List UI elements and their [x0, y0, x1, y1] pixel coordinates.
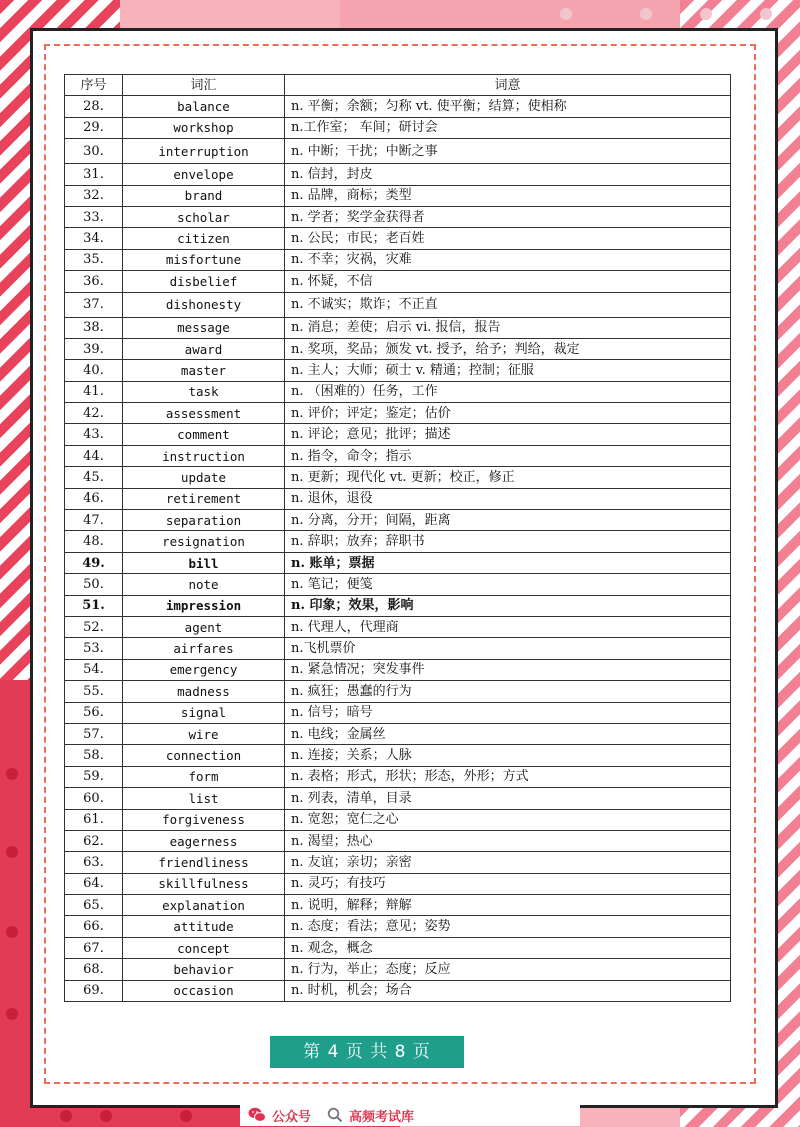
- row-meaning: n. 公民；市民；老百姓: [285, 228, 731, 249]
- table-row: [65, 271, 731, 292]
- table-row: [65, 659, 731, 680]
- table-row: [65, 574, 731, 595]
- row-word: scholar: [123, 206, 285, 227]
- footer-search[interactable]: [319, 1106, 422, 1125]
- row-number: 66.: [65, 916, 123, 937]
- row-word: task: [123, 381, 285, 402]
- row-word: occasion: [123, 980, 285, 1001]
- row-meaning: n. 品牌，商标；类型: [285, 185, 731, 206]
- row-meaning: n. 指令，命令；指示: [285, 445, 731, 466]
- table-row: [65, 249, 731, 270]
- row-word: bill: [123, 552, 285, 573]
- row-number: 52.: [65, 616, 123, 637]
- row-meaning: n. 渴望；热心: [285, 830, 731, 851]
- row-word: attitude: [123, 916, 285, 937]
- table-body: [65, 96, 731, 1002]
- row-meaning: n. 信号；暗号: [285, 702, 731, 723]
- row-meaning: n. 列表，清单，目录: [285, 788, 731, 809]
- header-meaning: 词意: [285, 75, 731, 96]
- row-number: 42.: [65, 403, 123, 424]
- background-dot: [700, 8, 712, 20]
- row-number: 40.: [65, 360, 123, 381]
- row-meaning: n. 友谊；亲切；亲密: [285, 852, 731, 873]
- row-meaning: n. 分离，分开；间隔，距离: [285, 510, 731, 531]
- row-number: 28.: [65, 96, 123, 117]
- table-row: [65, 766, 731, 787]
- row-word: form: [123, 766, 285, 787]
- row-word: forgiveness: [123, 809, 285, 830]
- row-word: list: [123, 788, 285, 809]
- table-row: [65, 702, 731, 723]
- table-row: [65, 360, 731, 381]
- row-number: 45.: [65, 467, 123, 488]
- row-word: friendliness: [123, 852, 285, 873]
- row-meaning: n. 观念，概念: [285, 937, 731, 958]
- row-word: update: [123, 467, 285, 488]
- row-meaning: n. 退休，退役: [285, 488, 731, 509]
- row-word: explanation: [123, 895, 285, 916]
- row-word: workshop: [123, 117, 285, 138]
- row-meaning: n. 笔记；便笺: [285, 574, 731, 595]
- row-number: 32.: [65, 185, 123, 206]
- table-row: [65, 788, 731, 809]
- table-row: [65, 916, 731, 937]
- row-word: agent: [123, 616, 285, 637]
- footer-search-label: 高频考试库: [349, 1109, 415, 1125]
- row-number: 65.: [65, 895, 123, 916]
- table-row: [65, 488, 731, 509]
- row-number: 41.: [65, 381, 123, 402]
- row-word: airfares: [123, 638, 285, 659]
- row-number: 31.: [65, 164, 123, 185]
- background-dot: [6, 768, 18, 780]
- row-meaning: n. 不诚实；欺诈；不正直: [285, 292, 731, 317]
- header-word: 词汇: [123, 75, 285, 96]
- background-dot: [6, 846, 18, 858]
- row-word: resignation: [123, 531, 285, 552]
- table-row: [65, 830, 731, 851]
- row-word: award: [123, 338, 285, 359]
- table-row: [65, 552, 731, 573]
- row-meaning: n. 连接；关系；人脉: [285, 745, 731, 766]
- row-number: 62.: [65, 830, 123, 851]
- table-row: [65, 638, 731, 659]
- row-number: 44.: [65, 445, 123, 466]
- background-dot: [6, 1008, 18, 1020]
- table-row: [65, 723, 731, 744]
- table-row: [65, 206, 731, 227]
- table-row: [65, 317, 731, 338]
- table-row: [65, 937, 731, 958]
- table-row: [65, 531, 731, 552]
- background-dot: [560, 8, 572, 20]
- table-row: [65, 292, 731, 317]
- table-row: [65, 467, 731, 488]
- row-number: 30.: [65, 139, 123, 164]
- row-number: 61.: [65, 809, 123, 830]
- table-row: [65, 745, 731, 766]
- row-number: 53.: [65, 638, 123, 659]
- row-number: 49.: [65, 552, 123, 573]
- search-icon: [327, 1107, 343, 1123]
- row-number: 69.: [65, 980, 123, 1001]
- table-row: [65, 185, 731, 206]
- row-word: connection: [123, 745, 285, 766]
- row-word: envelope: [123, 164, 285, 185]
- row-word: citizen: [123, 228, 285, 249]
- table-row: [65, 228, 731, 249]
- row-number: 55.: [65, 681, 123, 702]
- background-dot: [60, 1110, 72, 1122]
- row-number: 56.: [65, 702, 123, 723]
- row-number: 36.: [65, 271, 123, 292]
- table-row: [65, 873, 731, 894]
- background-dot: [180, 1110, 192, 1122]
- row-meaning: n. 电线；金属丝: [285, 723, 731, 744]
- row-meaning: n. 信封，封皮: [285, 164, 731, 185]
- table-header-row: [65, 75, 731, 96]
- row-number: 51.: [65, 595, 123, 616]
- table-row: [65, 510, 731, 531]
- row-number: 67.: [65, 937, 123, 958]
- table-row: [65, 681, 731, 702]
- row-word: master: [123, 360, 285, 381]
- row-meaning: n. 怀疑，不信: [285, 271, 731, 292]
- row-meaning: n. 紧急情况；突发事件: [285, 659, 731, 680]
- row-word: instruction: [123, 445, 285, 466]
- row-meaning: n.飞机票价: [285, 638, 731, 659]
- header-number: 序号: [65, 75, 123, 96]
- background-dot: [760, 8, 772, 20]
- row-number: 60.: [65, 788, 123, 809]
- row-number: 48.: [65, 531, 123, 552]
- row-meaning: n. 不幸；灾祸，灾难: [285, 249, 731, 270]
- table-row: [65, 616, 731, 637]
- table-row: [65, 381, 731, 402]
- table-row: [65, 980, 731, 1001]
- row-word: misfortune: [123, 249, 285, 270]
- row-word: separation: [123, 510, 285, 531]
- table-row: [65, 852, 731, 873]
- footer-wechat-label: 公众号: [272, 1109, 312, 1125]
- row-word: balance: [123, 96, 285, 117]
- row-meaning: n. 代理人，代理商: [285, 616, 731, 637]
- table-row: [65, 895, 731, 916]
- row-meaning: n. 主人；大师；硕士 v. 精通；控制；征服: [285, 360, 731, 381]
- row-meaning: n. 疯狂；愚蠢的行为: [285, 681, 731, 702]
- row-word: note: [123, 574, 285, 595]
- row-word: emergency: [123, 659, 285, 680]
- row-meaning: n. 宽恕；宽仁之心: [285, 809, 731, 830]
- page-indicator: 第 4 页 共 8 页: [270, 1036, 464, 1068]
- background-dot: [640, 8, 652, 20]
- row-number: 54.: [65, 659, 123, 680]
- row-number: 33.: [65, 206, 123, 227]
- wechat-icon: [248, 1107, 266, 1123]
- row-meaning: n. 消息；差使；启示 vi. 报信，报告: [285, 317, 731, 338]
- row-meaning: n. 评价；评定；鉴定；估价: [285, 403, 731, 424]
- row-number: 46.: [65, 488, 123, 509]
- row-word: interruption: [123, 139, 285, 164]
- table-row: [65, 809, 731, 830]
- row-meaning: n. 态度；看法；意见；姿势: [285, 916, 731, 937]
- row-word: eagerness: [123, 830, 285, 851]
- row-word: dishonesty: [123, 292, 285, 317]
- footer-bar: [240, 1104, 580, 1126]
- row-meaning: n. 辞职；放弃；辞职书: [285, 531, 731, 552]
- row-word: retirement: [123, 488, 285, 509]
- row-number: 43.: [65, 424, 123, 445]
- row-meaning: n. 奖项，奖品；颁发 vt. 授予，给予；判给，裁定: [285, 338, 731, 359]
- row-number: 34.: [65, 228, 123, 249]
- row-number: 58.: [65, 745, 123, 766]
- row-number: 37.: [65, 292, 123, 317]
- row-word: message: [123, 317, 285, 338]
- row-number: 47.: [65, 510, 123, 531]
- row-number: 50.: [65, 574, 123, 595]
- table-row: [65, 96, 731, 117]
- row-meaning: n. 行为，举止；态度；反应: [285, 959, 731, 980]
- row-meaning: n. 学者；奖学金获得者: [285, 206, 731, 227]
- row-word: signal: [123, 702, 285, 723]
- table-row: [65, 595, 731, 616]
- row-meaning: n. 说明，解释；辩解: [285, 895, 731, 916]
- row-word: madness: [123, 681, 285, 702]
- row-meaning: n. 印象；效果，影响: [285, 595, 731, 616]
- row-word: impression: [123, 595, 285, 616]
- row-number: 68.: [65, 959, 123, 980]
- table-row: [65, 959, 731, 980]
- table-row: [65, 117, 731, 138]
- row-word: skillfulness: [123, 873, 285, 894]
- row-number: 63.: [65, 852, 123, 873]
- row-word: behavior: [123, 959, 285, 980]
- table-row: [65, 164, 731, 185]
- row-word: brand: [123, 185, 285, 206]
- row-meaning: n. （困难的）任务，工作: [285, 381, 731, 402]
- table-row: [65, 445, 731, 466]
- row-word: wire: [123, 723, 285, 744]
- row-number: 35.: [65, 249, 123, 270]
- row-number: 59.: [65, 766, 123, 787]
- background-dot: [6, 926, 18, 938]
- row-number: 29.: [65, 117, 123, 138]
- table-row: [65, 424, 731, 445]
- row-meaning: n. 评论；意见；批评；描述: [285, 424, 731, 445]
- row-meaning: n. 更新；现代化 vt. 更新；校正，修正: [285, 467, 731, 488]
- table-row: [65, 139, 731, 164]
- row-number: 57.: [65, 723, 123, 744]
- table-row: [65, 403, 731, 424]
- row-meaning: n. 中断；干扰；中断之事: [285, 139, 731, 164]
- row-word: disbelief: [123, 271, 285, 292]
- row-number: 38.: [65, 317, 123, 338]
- row-word: assessment: [123, 403, 285, 424]
- row-number: 39.: [65, 338, 123, 359]
- row-meaning: n. 账单；票据: [285, 552, 731, 573]
- row-word: comment: [123, 424, 285, 445]
- row-word: concept: [123, 937, 285, 958]
- vocabulary-table: [64, 74, 731, 1002]
- footer-wechat[interactable]: [240, 1106, 319, 1125]
- table-row: [65, 338, 731, 359]
- row-meaning: n. 灵巧；有技巧: [285, 873, 731, 894]
- row-meaning: n. 表格；形式，形状；形态，外形；方式: [285, 766, 731, 787]
- row-number: 64.: [65, 873, 123, 894]
- row-meaning: n.工作室； 车间；研讨会: [285, 117, 731, 138]
- background-dot: [100, 1110, 112, 1122]
- row-meaning: n. 时机，机会；场合: [285, 980, 731, 1001]
- row-meaning: n. 平衡；余额；匀称 vt. 使平衡；结算；使相称: [285, 96, 731, 117]
